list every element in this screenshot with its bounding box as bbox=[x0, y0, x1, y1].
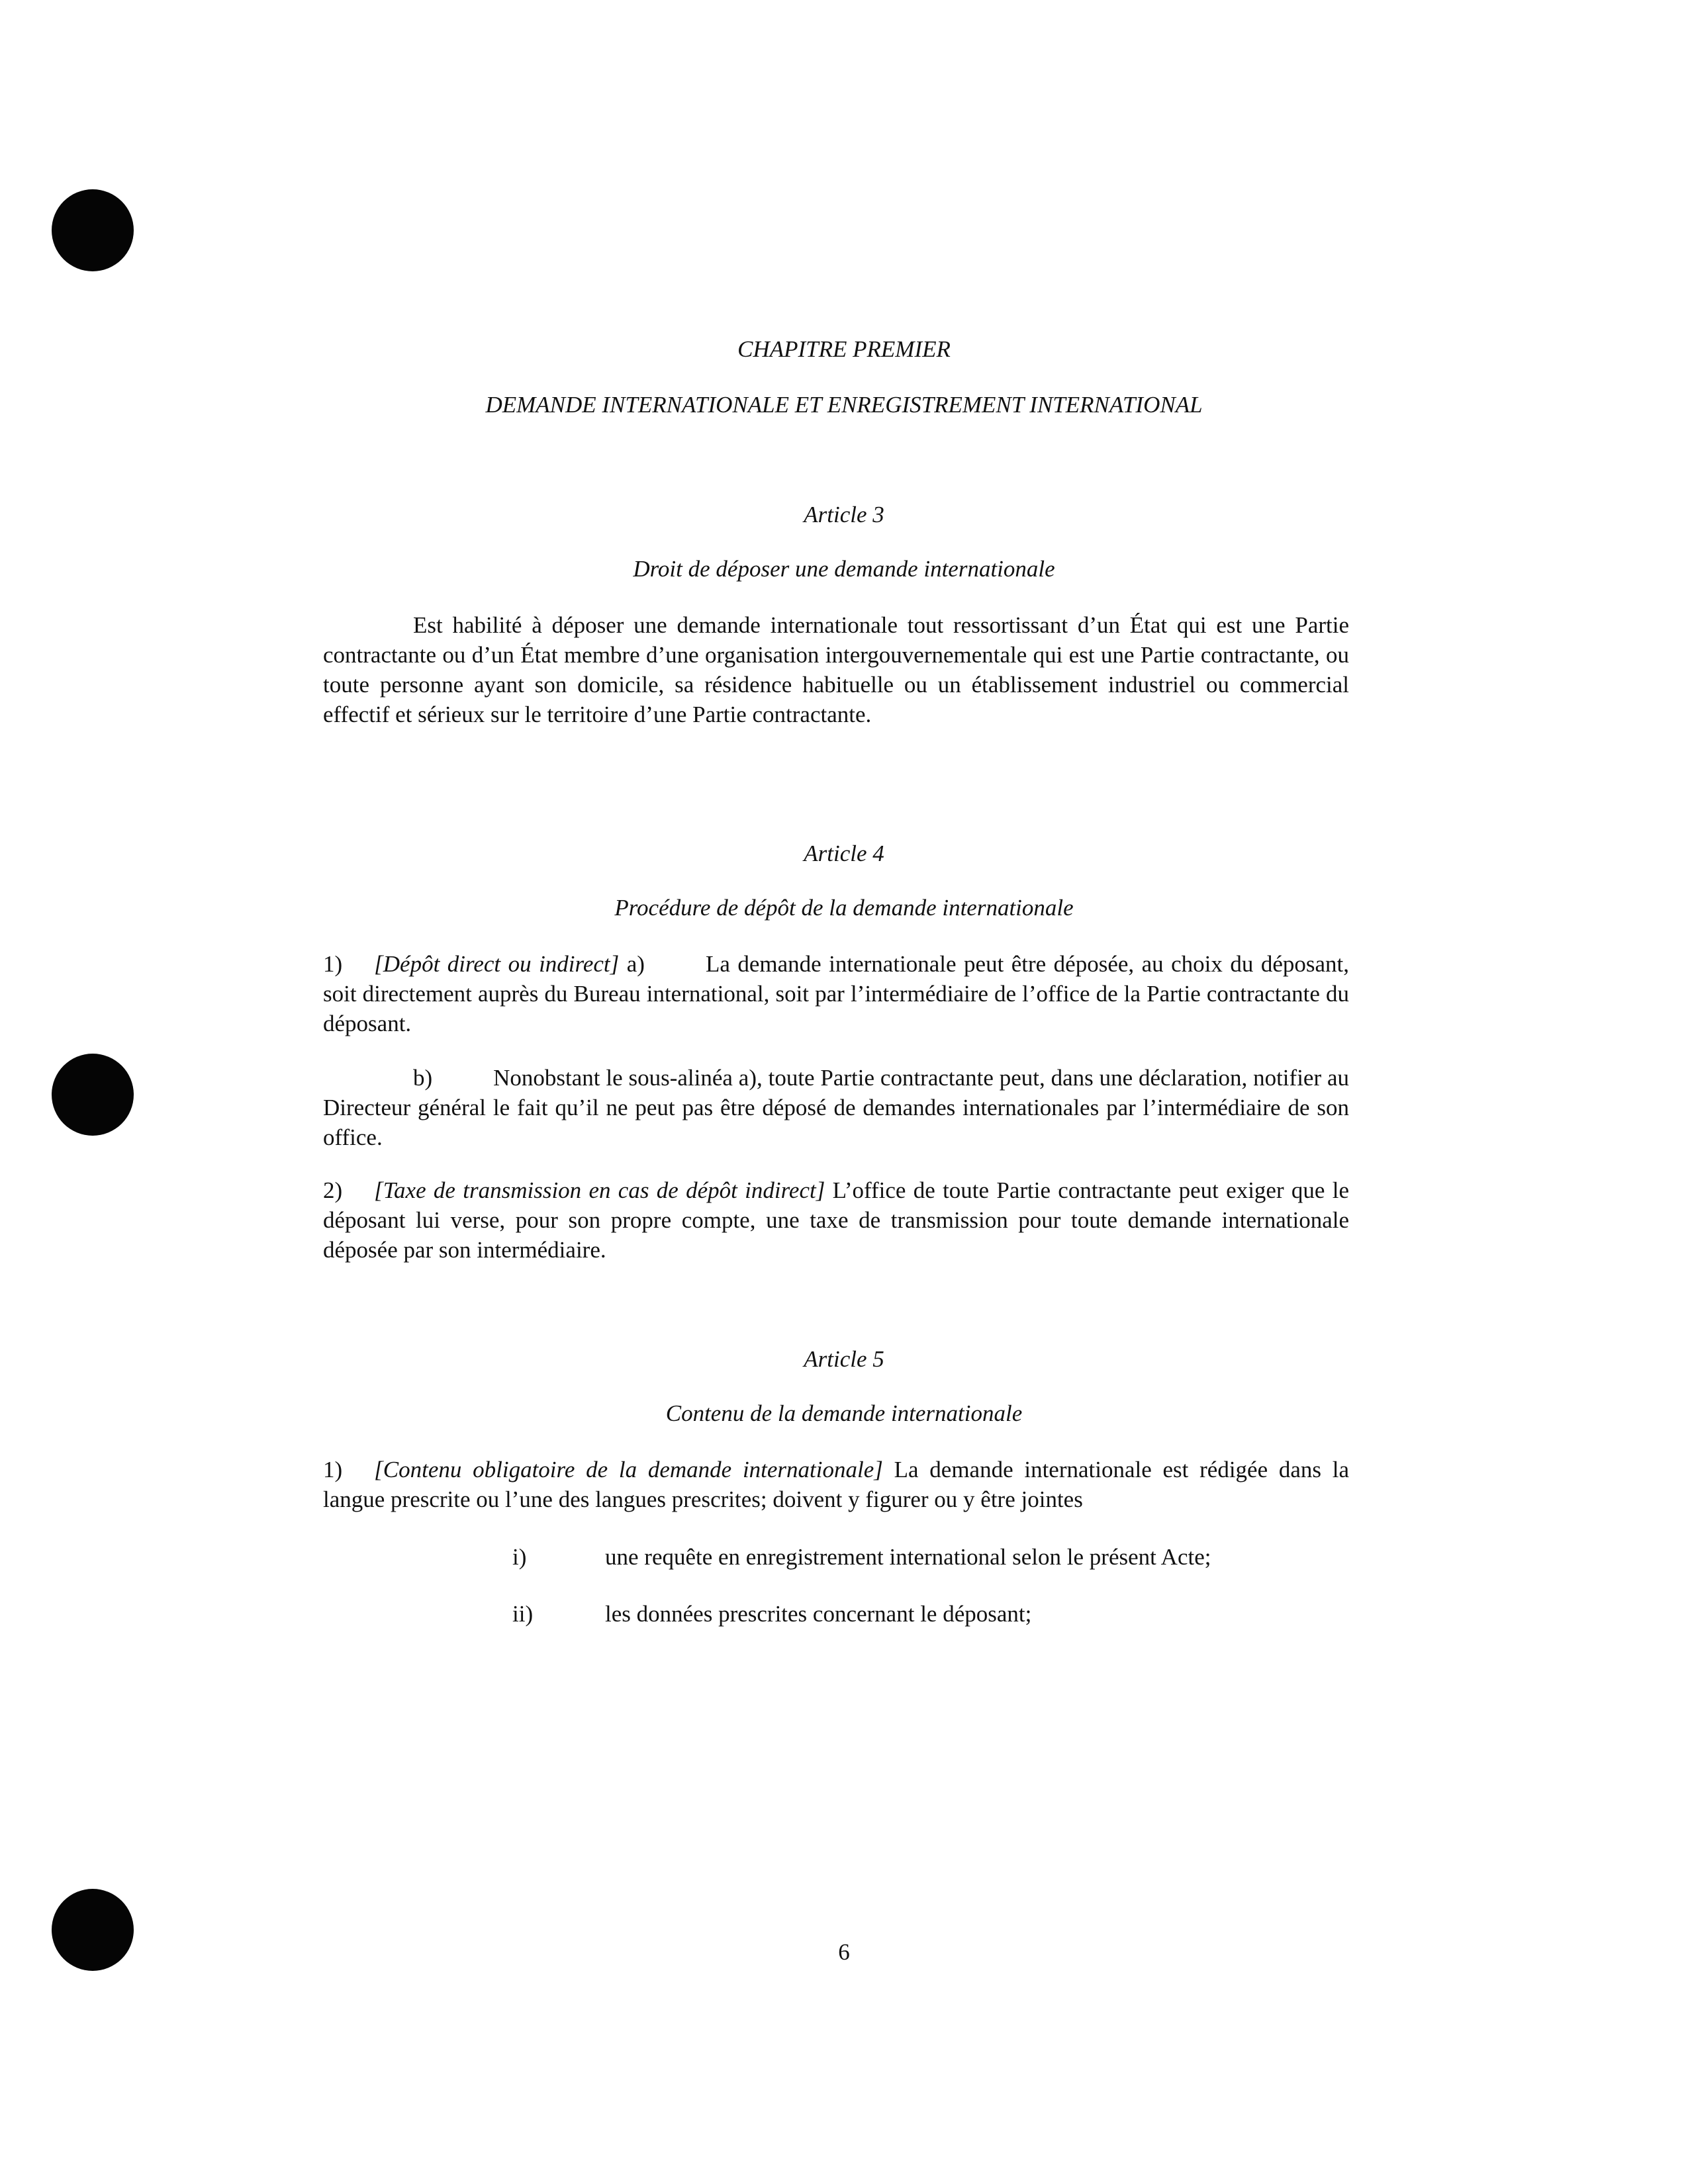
article-3-heading: Article 3 bbox=[804, 502, 884, 527]
paragraph-label: [Contenu obligatoire de la demande internationale] bbox=[374, 1457, 883, 1482]
paragraph-number: 1) bbox=[323, 951, 343, 977]
sub-paragraph-letter: a) bbox=[626, 951, 645, 977]
article-4-title: Procédure de dépôt de la demande internationale bbox=[614, 895, 1074, 921]
article-4-paragraph-1 bbox=[323, 949, 1349, 1038]
paragraph-text: La demande internationale est rédigée dans la langue prescrite ou l’une des langues prescrites; doivent y figurer ou y être jointes bbox=[323, 1457, 1350, 1512]
article-4-heading: Article 4 bbox=[804, 841, 884, 866]
paragraph-text: Nonobstant le sous-alinéa a), toute Partie contractante peut, dans une déclaration, notifier au Directeur général le fait qu’il ne peut pas être déposé de demandes internationales par l’intermédiaire de son office. bbox=[323, 1065, 1349, 1150]
paragraph-text: L’office de toute Partie contractante peut exiger que le déposant lui verse, pour son propre compte, une taxe de transmission pour toute demande internationale déposée par son intermédiaire. bbox=[323, 1177, 1350, 1263]
list-item-text: les données prescrites concernant le déposant; bbox=[605, 1601, 1032, 1627]
article-5-title: Contenu de la demande internationale bbox=[665, 1400, 1023, 1426]
article-3-body bbox=[323, 610, 1349, 729]
paragraph-label: [Dépôt direct ou indirect] bbox=[374, 951, 620, 977]
page-number: 6 bbox=[838, 1939, 850, 1965]
chapter-title: CHAPITRE PREMIER bbox=[737, 336, 951, 362]
paragraph-text: La demande internationale peut être déposée, au choix du déposant, soit directement auprès du Bureau international, soit par l’intermédiaire de l’office de la Partie contractante du déposant. bbox=[323, 951, 1350, 1036]
punch-hole-top bbox=[52, 189, 134, 271]
article-3-text: Est habilité à déposer une demande internationale tout ressortissant d’un État qui est une Partie contractante ou d’un État membre d’une organisation intergouvernementale qui est une Partie contractante, ou toute personne ayant son domicile, sa résidence habituelle ou un établissement industriel ou commercial effectif et sérieux sur le territoire d’une Partie contractante. bbox=[323, 612, 1349, 727]
list-item-number: ii) bbox=[512, 1601, 534, 1627]
paragraph-number: 1) bbox=[323, 1457, 343, 1482]
punch-hole-middle bbox=[52, 1054, 134, 1136]
article-5-paragraph-1 bbox=[323, 1455, 1349, 1514]
chapter-subtitle: DEMANDE INTERNATIONALE ET ENREGISTREMENT INTERNATIONAL bbox=[485, 392, 1203, 418]
article-4-paragraph-1b bbox=[323, 1063, 1349, 1152]
article-3-title: Droit de déposer une demande internationale bbox=[633, 556, 1055, 582]
list-item-number: i) bbox=[512, 1544, 527, 1570]
list-item-text: une requête en enregistrement international selon le présent Acte; bbox=[605, 1544, 1211, 1570]
paragraph-label: [Taxe de transmission en cas de dépôt indirect] bbox=[374, 1177, 825, 1203]
article-5-heading: Article 5 bbox=[804, 1346, 884, 1372]
sub-paragraph-letter: b) bbox=[413, 1065, 433, 1091]
paragraph-number: 2) bbox=[323, 1177, 343, 1203]
article-4-paragraph-2 bbox=[323, 1175, 1349, 1265]
